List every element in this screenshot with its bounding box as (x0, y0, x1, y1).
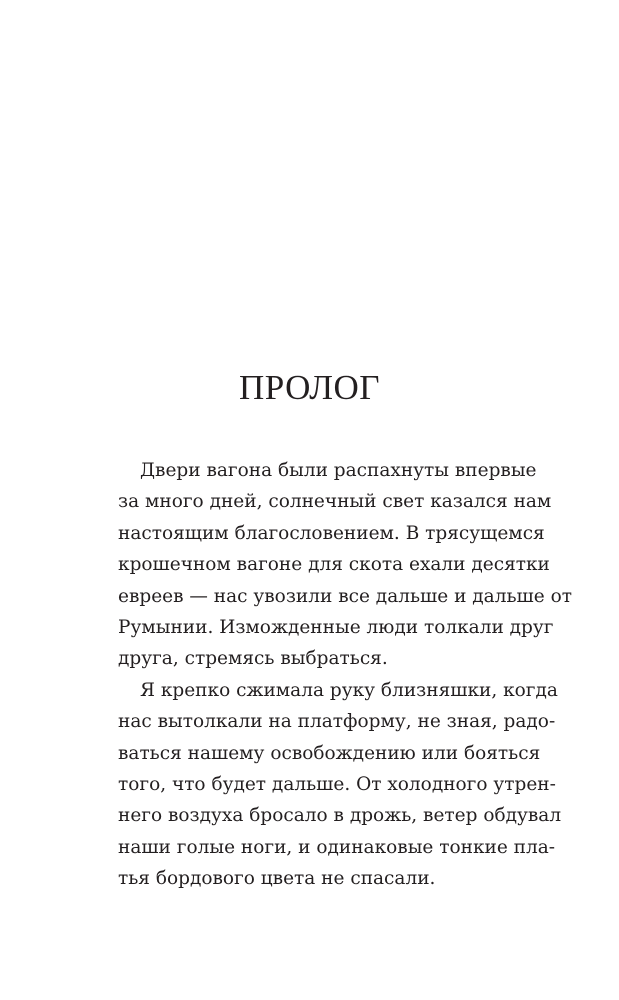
paragraph-2 (118, 675, 562, 895)
text-line: тья бордового цвета не спасали. (118, 868, 436, 890)
text-line: Румынии. Изможденные люди толкали друг (118, 616, 554, 638)
text-line: Двери вагона были распахнуты впервые (140, 460, 537, 481)
chapter-title: ПРОЛОГ (239, 368, 380, 407)
body-text (118, 455, 572, 894)
text-line: настоящим благословением. В трясущемся (118, 522, 545, 544)
text-line: нас вытолкали на платформу, не зная, радо- (118, 711, 556, 733)
text-line: него воздуха бросало в дрожь, ветер обдувал (118, 805, 562, 827)
text-line: наши голые ноги, и одинаковые тонкие пла- (118, 836, 556, 858)
text-line: евреев — нас увозили все дальше и дальше от (118, 585, 572, 607)
text-line: того, что будет дальше. От холодного утрен- (118, 773, 556, 795)
text-line: друга, стремясь выбраться. (118, 648, 388, 670)
text-line: крошечном вагоне для скота ехали десятки (118, 554, 550, 576)
text-line: ваться нашему освобождению или бояться (118, 742, 541, 764)
text-line: за много дней, солнечный свет казался нам (118, 491, 552, 513)
paragraph-1 (118, 455, 572, 675)
text-line: Я крепко сжимала руку близняшки, когда (140, 679, 558, 701)
